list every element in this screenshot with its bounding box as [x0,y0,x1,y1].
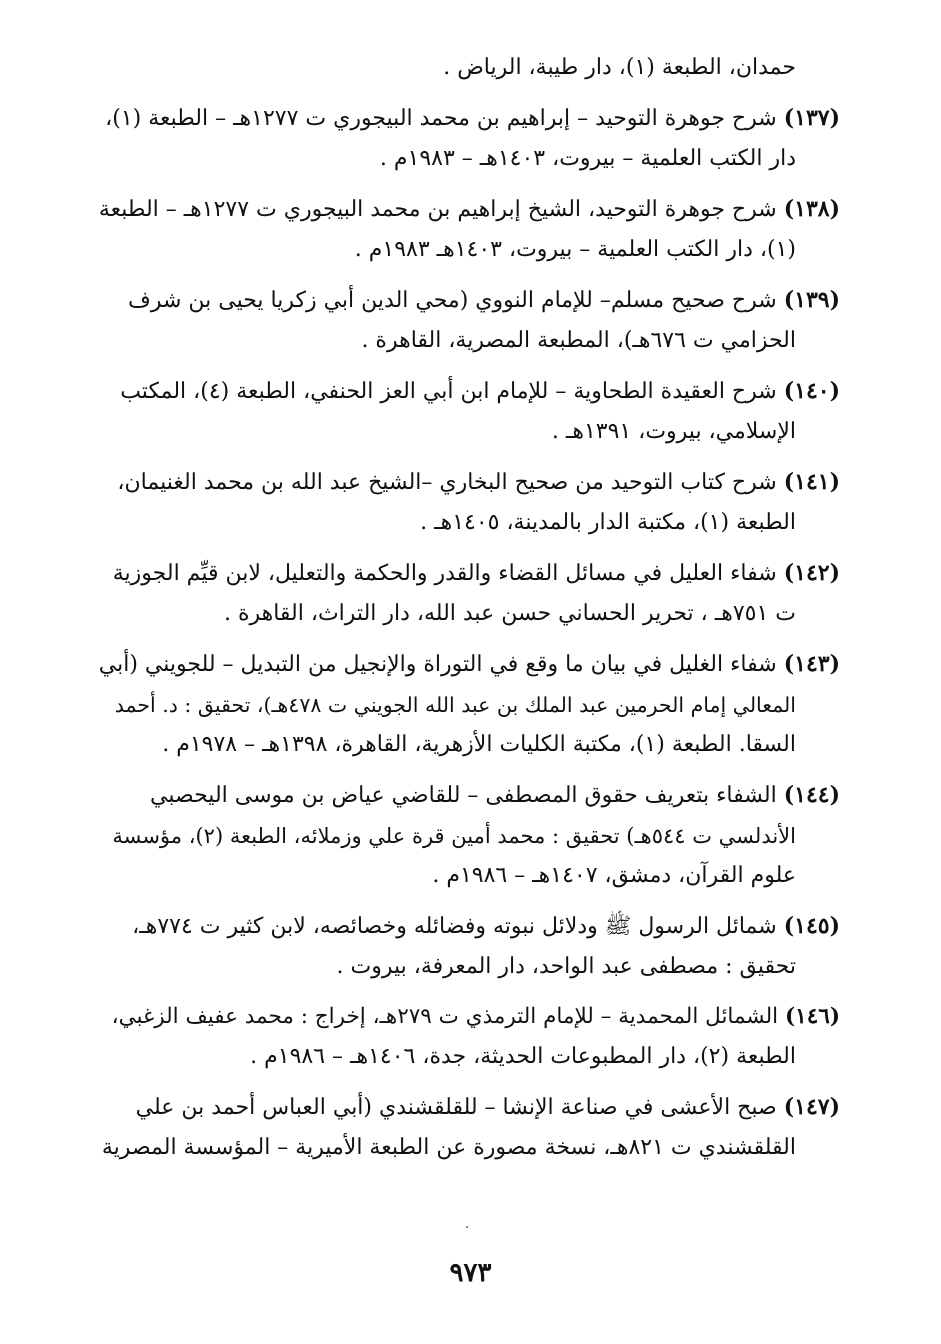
bibliography-entry [100,189,840,270]
entry-text: (١)، دار الكتب العلمية – بيروت، ١٤٠٣هـ ١٩٨٣م . [354,237,796,262]
entry-continuation-line [100,594,840,634]
entry-text: السقا. الطبعة (١)، مكتبة الكليات الأزهرية، القاهرة، ١٣٩٨هـ – ١٩٧٨م . [162,732,796,757]
bibliography-entry [100,280,840,361]
entry-first-line [100,462,840,503]
entry-number: (١٣٨) [783,196,840,222]
entry-text: القلقشندي ت ٨٢١هـ، نسخة مصورة عن الطبعة الأميرية – المؤسسة المصرية [101,1135,796,1160]
entry-text: شرح صحيح مسلم– للإمام النووي (محي الدين أبي زكريا يحيى بن شرف [128,288,777,313]
entry-text: شمائل الرسول ﷺ ودلائل نبوته وفضائله وخصائصه، لابن كثير ت ٧٧٤هـ، [132,914,777,939]
entry-text: الأندلسي ت ٥٤٤هـ) تحقيق : محمد أمين قرة علي وزملائه، الطبعة (٢)، مؤسسة [112,824,796,848]
entry-number: (١٤٠) [783,378,840,404]
entry-continuation-line [100,230,840,270]
entry-continuation-line [100,321,840,361]
entry-first-line [100,371,840,412]
entry-text: شفاء العليل في مسائل القضاء والقدر والحكمة والتعليل، لابن قيِّم الجوزية [112,561,777,586]
entry-text: ت ٧٥١هـ ، تحرير الحساني حسن عبد الله، دار التراث، القاهرة . [223,601,796,626]
entry-first-line [100,644,840,685]
entry-text: شرح كتاب التوحيد من صحيح البخاري –الشيخ عبد الله بن محمد الغنيمان، [117,470,777,495]
bibliography-entry [100,462,840,543]
bibliography-entry [100,775,840,896]
bibliography-entry [100,1087,840,1168]
entry-continuation-line [100,947,840,987]
entry-text: دار الكتب العلمية – بيروت، ١٤٠٣هـ – ١٩٨٣م . [379,146,796,171]
entry-text: شرح العقيدة الطحاوية – للإمام ابن أبي العز الحنفي، الطبعة (٤)، المكتب [120,379,777,404]
page-number: ٩٧٣ [449,1258,492,1288]
bibliography-page [100,48,840,1178]
entry-first-line [100,280,840,321]
entry-text: الطبعة (٢)، دار المطبوعات الحديثة، جدة، ١٤٠٦هـ – ١٩٨٦م . [250,1044,796,1069]
entry-first-line [100,98,840,139]
entry-continuation-line [100,412,840,452]
entry-number: (١٤٧) [783,1094,840,1120]
entry-first-line [100,553,840,594]
entry-first-line [100,189,840,230]
entry-number: (١٣٩) [783,287,840,313]
entry-continuation-line [100,139,840,179]
entry-text: الشمائل المحمدية – للإمام الترمذي ت ٢٧٩هـ، إخراج : محمد عفيف الزغبي، [111,1004,779,1029]
entry-number: (١٤٢) [783,560,840,586]
bibliography-entry [100,371,840,452]
entry-continuation-line [100,685,840,725]
entry-first-line [100,775,840,816]
entry-continuation-line [100,1128,840,1168]
entry-number: (١٤٣) [783,651,840,677]
bibliography-entry [100,906,840,987]
entry-text: صبح الأعشى في صناعة الإنشا – للقلقشندي (أبي العباس أحمد بن علي [135,1095,777,1120]
entry-number: (١٤٤) [783,782,840,808]
entry-continuation-line [100,856,840,896]
entry-first-line [100,997,840,1037]
entry-continuation-line [100,1037,840,1077]
entry-text: شرح جوهرة التوحيد – إبراهيم بن محمد البيجوري ت ١٢٧٧هـ – الطبعة (١)، [105,106,777,131]
continuation-line: حمدان، الطبعة (١)، دار طيبة، الرياض . [443,55,796,80]
entry-number: (١٤٥) [783,913,840,939]
entry-text: الإسلامي، بيروت، ١٣٩١هـ . [551,419,796,444]
entry-text: الحزامي ت ٦٧٦هـ)، المطبعة المصرية، القاهرة . [361,328,796,353]
entry-continuation-line [100,503,840,543]
entry-text: علوم القرآن، دمشق، ١٤٠٧هـ – ١٩٨٦م . [432,863,796,888]
stray-dot [466,1226,468,1228]
entry-number: (١٤٦) [784,1004,840,1029]
entry-continuation-line [100,725,840,765]
entry-text: الشفاء بتعريف حقوق المصطفى – للقاضي عياض بن موسى اليحصبي [150,783,777,808]
entry-first-line [100,906,840,947]
bibliography-entry [100,644,840,765]
entry-text: شرح جوهرة التوحيد، الشيخ إبراهيم بن محمد البيجوري ت ١٢٧٧هـ – الطبعة [98,197,777,222]
entry-text: المعالي إمام الحرمين عبد الملك بن عبد الله الجويني ت ٤٧٨هـ)، تحقيق : د. أحمد [114,693,796,717]
bibliography-entry [100,997,840,1077]
bibliography-entry [100,98,840,179]
entry-text: الطبعة (١)، مكتبة الدار بالمدينة، ١٤٠٥هـ . [420,510,796,535]
entry-number: (١٤١) [783,469,840,495]
entry-continuation-line [100,816,840,856]
entry-text: شفاء الغليل في بيان ما وقع في التوراة والإنجيل من التبديل – للجويني (أبي [98,652,777,677]
entry-text: تحقيق : مصطفى عبد الواحد، دار المعرفة، بيروت . [336,954,796,979]
entry-first-line [100,1087,840,1128]
bibliography-entry [100,553,840,634]
bibliography-list [100,98,840,1168]
entry-number: (١٣٧) [783,105,840,131]
